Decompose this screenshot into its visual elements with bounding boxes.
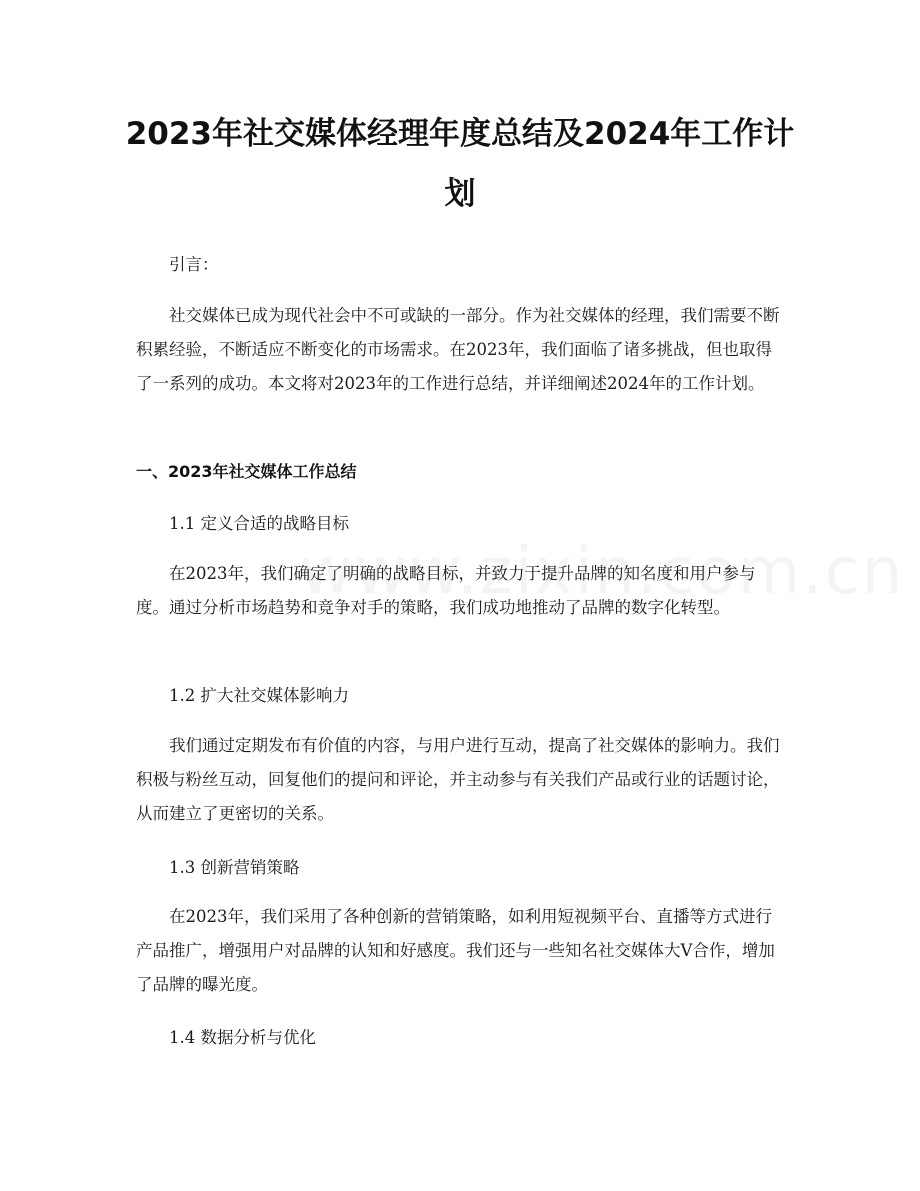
paragraph-1-2: 我们通过定期发布有价值的内容，与用户进行互动，提高了社交媒体的影响力。我们积极与粉丝互动，回复他们的提问和评论，并主动参与有关我们产品或行业的话题讨论，从而建立了更密切的关系。 xyxy=(136,736,780,823)
subheading-1-3: 1.3 创新营销策略 xyxy=(169,858,300,877)
intro-paragraph: 社交媒体已成为现代社会中不可或缺的一部分。作为社交媒体的经理，我们需要不断积累经验，不断适应不断变化的市场需求。在2023年，我们面临了诸多挑战，但也取得了一系列的成功。本文将对2023年的工作进行总结，并详细阐述2024年的工作计划。 xyxy=(136,306,780,393)
subheading-1-2: 1.2 扩大社交媒体影响力 xyxy=(169,686,349,705)
paragraph-1-3: 在2023年，我们采用了各种创新的营销策略，如利用短视频平台、直播等方式进行产品推广，增强用户对品牌的认知和好感度。我们还与一些知名社交媒体大V合作，增加了品牌的曝光度。 xyxy=(136,907,775,994)
paragraph-1-1: 在2023年，我们确定了明确的战略目标，并致力于提升品牌的知名度和用户参与度。通过分析市场趋势和竞争对手的策略，我们成功地推动了品牌的数字化转型。 xyxy=(136,564,756,617)
subheading-1-1: 1.1 定义合适的战略目标 xyxy=(169,514,349,533)
intro-label: 引言： xyxy=(169,255,219,274)
section-1-heading: 一、2023年社交媒体工作总结 xyxy=(136,462,357,481)
subheading-1-4: 1.4 数据分析与优化 xyxy=(169,1028,316,1047)
document-title: 2023年社交媒体经理年度总结及2024年工作计划 xyxy=(125,116,795,212)
